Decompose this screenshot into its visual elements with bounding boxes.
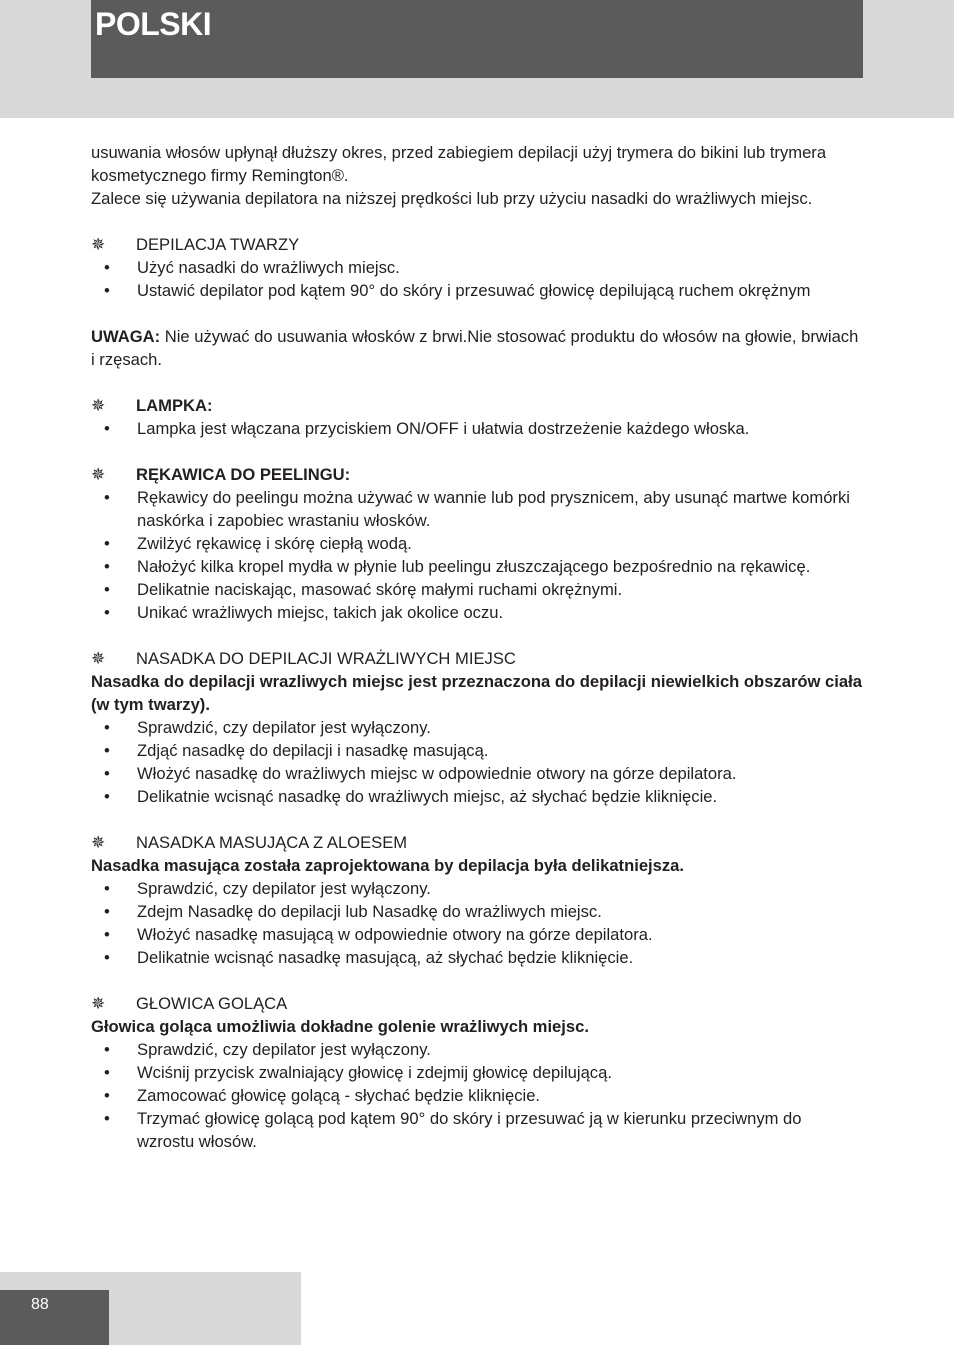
bullet-icon: •	[104, 1086, 110, 1105]
bullet-icon: •	[104, 948, 110, 967]
bullet-icon: •	[104, 1063, 110, 1082]
note-text: Nie używać do usuwania włosków z brwi.Nie stosować produktu do włosów na głowie, brwiach i rzęsach.	[91, 327, 859, 369]
star-icon: ✵	[91, 994, 106, 1013]
star-icon: ✵	[91, 235, 106, 254]
list-item: • Delikatnie wcisnąć nasadkę do wrażliwych miejsc, aż słychać będzie kliknięcie.	[104, 787, 718, 806]
bullet-icon: •	[104, 419, 110, 438]
section-heading-lamp	[91, 394, 863, 417]
bullet-icon: •	[104, 925, 110, 944]
list-item: • Włożyć nasadkę do wrażliwych miejsc w odpowiednie otwory na górze depilatora.	[104, 764, 737, 783]
intro-paragraph: usuwania włosów upłynął dłuższy okres, przed zabiegiem depilacji użyj trymera do bikini lub trymera kosmetycznego firmy Remington®.	[91, 143, 827, 185]
list-item: • Trzymać głowicę golącą pod kątem 90° do skóry i przesuwać ją w kierunku przeciwnym do wzrostu włosów.	[104, 1109, 802, 1151]
bullet-icon: •	[104, 741, 110, 760]
list-item: • Rękawicy do peelingu można używać w wannie lub pod prysznicem, aby usunąć martwe komórki naskórka i zapobiec wrastaniu włosków.	[104, 488, 850, 530]
list-item: • Delikatnie wcisnąć nasadkę masującą, aż słychać będzie kliknięcie.	[104, 948, 634, 967]
section-heading-text: DEPILACJA TWARZY	[136, 235, 300, 254]
title-bar	[91, 0, 863, 78]
bullet-icon: •	[104, 879, 110, 898]
list-item: • Nałożyć kilka kropel mydła w płynie lub peelingu złuszczającego bezpośrednio na rękawicę.	[104, 557, 811, 576]
section-heading-face	[91, 233, 863, 256]
bullet-icon: •	[104, 764, 110, 783]
star-icon: ✵	[91, 396, 106, 415]
bullet-icon: •	[104, 603, 110, 622]
page-title: POLSKI	[95, 6, 212, 42]
section-heading-aloe	[91, 831, 863, 854]
intro-paragraph: Zalece się używania depilatora na niższej prędkości lub przy użyciu nasadki do wrażliwych miejsc.	[91, 189, 813, 208]
bullet-icon: •	[104, 258, 110, 277]
list-item: • Sprawdzić, czy depilator jest wyłączony.	[104, 718, 431, 737]
bullet-icon: •	[104, 718, 110, 737]
list-item: • Włożyć nasadkę masującą w odpowiednie otwory na górze depilatora.	[104, 925, 653, 944]
section-heading-text: LAMPKA:	[136, 396, 213, 415]
bullet-icon: •	[104, 1109, 110, 1128]
bullet-icon: •	[104, 281, 110, 300]
document-body	[91, 141, 863, 1153]
star-icon: ✵	[91, 649, 106, 668]
list-item: • Zwilżyć rękawicę i skórę ciepłą wodą.	[104, 534, 412, 553]
bullet-icon: •	[104, 488, 110, 507]
section-lead: Nasadka do depilacji wrazliwych miejsc jest przeznaczona do depilacji niewielkich obszarów ciała (w tym twarzy).	[91, 672, 862, 714]
bullet-icon: •	[104, 580, 110, 599]
list-item: • Użyć nasadki do wrażliwych miejsc.	[104, 258, 400, 277]
list-item: • Ustawić depilator pod kątem 90° do skóry i przesuwać głowicę depilującą ruchem okrężnym	[104, 281, 811, 300]
list-item: • Zdejm Nasadkę do depilacji lub Nasadkę do wrażliwych miejsc.	[104, 902, 602, 921]
section-heading-text: NASADKA MASUJĄCA Z ALOESEM	[136, 833, 408, 852]
section-heading-glove	[91, 463, 863, 486]
section-heading-text: RĘKAWICA DO PEELINGU:	[136, 465, 351, 484]
section-heading-shaver	[91, 992, 863, 1015]
list-item: • Unikać wrażliwych miejsc, takich jak okolice oczu.	[104, 603, 504, 622]
list-item: • Zamocować głowicę golącą - słychać będzie kliknięcie.	[104, 1086, 541, 1105]
bullet-icon: •	[104, 787, 110, 806]
section-heading-text: NASADKA DO DEPILACJI WRAŻLIWYCH MIEJSC	[136, 649, 516, 668]
bullet-icon: •	[104, 534, 110, 553]
star-icon: ✵	[91, 465, 106, 484]
section-lead: Nasadka masująca została zaprojektowana by depilacja była delikatniejsza.	[91, 856, 685, 875]
section-heading-text: GŁOWICA GOLĄCA	[136, 994, 288, 1013]
list-item: • Zdjąć nasadkę do depilacji i nasadkę masującą.	[104, 741, 489, 760]
list-item: • Sprawdzić, czy depilator jest wyłączony.	[104, 1040, 431, 1059]
bullet-icon: •	[104, 902, 110, 921]
section-lead: Głowica goląca umożliwia dokładne golenie wrażliwych miejsc.	[91, 1017, 589, 1036]
bullet-icon: •	[104, 557, 110, 576]
section-heading-sensitive	[91, 647, 863, 670]
note-paragraph	[91, 325, 863, 371]
note-label: UWAGA:	[91, 327, 161, 346]
list-item: • Wciśnij przycisk zwalniający głowicę i zdejmij głowicę depilującą.	[104, 1063, 612, 1082]
list-item: • Delikatnie naciskając, masować skórę małymi ruchami okrężnymi.	[104, 580, 623, 599]
page-number: 88	[31, 1296, 49, 1313]
list-item: • Sprawdzić, czy depilator jest wyłączony.	[104, 879, 431, 898]
star-icon: ✵	[91, 833, 106, 852]
bullet-icon: •	[104, 1040, 110, 1059]
page-number-box	[0, 1290, 109, 1345]
list-item: • Lampka jest włączana przyciskiem ON/OFF i ułatwia dostrzeżenie każdego włoska.	[104, 419, 750, 438]
